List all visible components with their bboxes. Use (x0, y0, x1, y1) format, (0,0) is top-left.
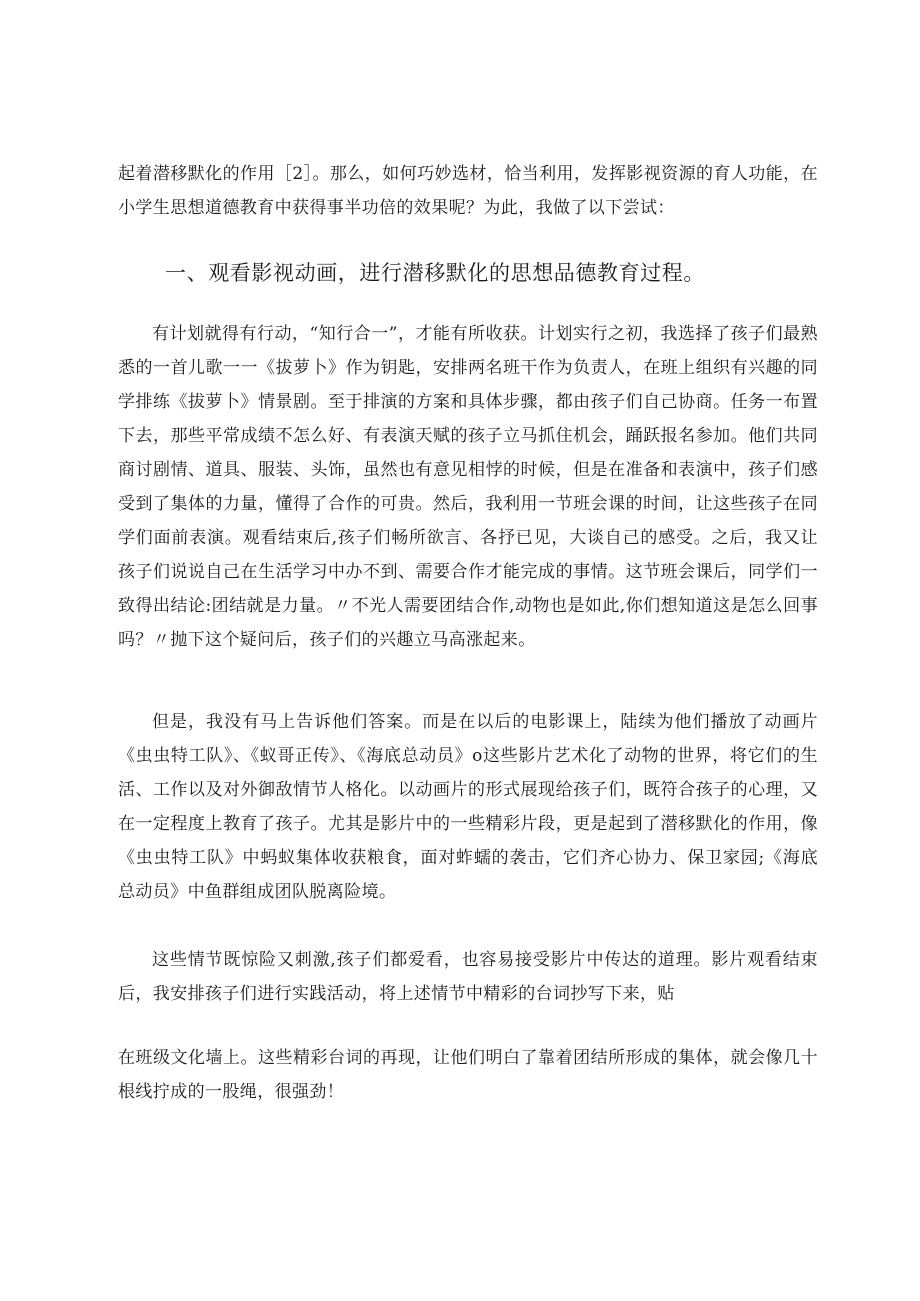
section-heading: 一、观看影视动画，进行潜移默化的思想品德教育过程。 (165, 261, 705, 285)
paragraph-4: 在班级文化墙上。这些精彩台词的再现，让他们明白了靠着团结所形成的集体，就会像几十根线拧成的一股绳，很强劲！ (118, 1048, 818, 1102)
paragraph-3: 这些情节既惊险又刺激,孩子们都爱看，也容易接受影片中传达的道理。影片观看结束后，我安排孩子们进行实践活动，将上述情节中精彩的台词抄写下来，贴 (118, 950, 818, 1004)
paragraph-1: 有计划就得有行动，“知行合一”，才能有所收获。计划实行之初，我选择了孩子们最熟悉的一首儿歌一一《拔萝卜》作为钥匙，安排两名班干作为负责人，在班上组织有兴趣的同学排练《拔萝卜》情景剧。至于排演的方案和具体步骤，都由孩子们自己协商。任务一布置下去，那些平常成绩不怎么好、有表演天赋的孩子立马抓住机会，踊跃报名参加。他们共同商讨剧情、道具、服装、头饰，虽然也有意见相悖的时候，但是在准备和表演中，孩子们感受到了集体的力量，懂得了合作的可贵。然后，我利用一节班会课的时间，让这些孩子在同学们面前表演。观看结束后,孩子们畅所欲言、各抒已见，大谈自己的感受。之后，我又让孩子们说说自己在生活学习中办不到、需要合作才能完成的事情。这节班会课后，同学们一致得出结论:团结就是力量。〃不光人需要团结合作,动物也是如此,你们想知道这是怎么回事吗？〃抛下这个疑问后，孩子们的兴趣立马高涨起来。 (118, 324, 818, 650)
intro-paragraph: 起着潜移默化的作用［2］。那么，如何巧妙选材，恰当利用，发挥影视资源的育人功能，在小学生思想道德教育中获得事半功倍的效果呢？为此，我做了以下尝试： (118, 164, 818, 218)
paragraph-2: 但是，我没有马上告诉他们答案。而是在以后的电影课上，陆续为他们播放了动画片《虫虫特工队》、《蚁哥正传》、《海底总动员》o这些影片艺术化了动物的世界，将它们的生活、工作以及对外御敌情节人格化。以动画片的形式展现给孩子们，既符合孩子的心理，又在一定程度上教育了孩子。尤其是影片中的一些精彩片段，更是起到了潜移默化的作用，像《虫虫特工队》中蚂蚁集体收获粮食，面对蚱蠕的袭击，它们齐心协力、保卫家园;《海底总动员》中鱼群组成团队脱离险境。 (118, 712, 818, 902)
